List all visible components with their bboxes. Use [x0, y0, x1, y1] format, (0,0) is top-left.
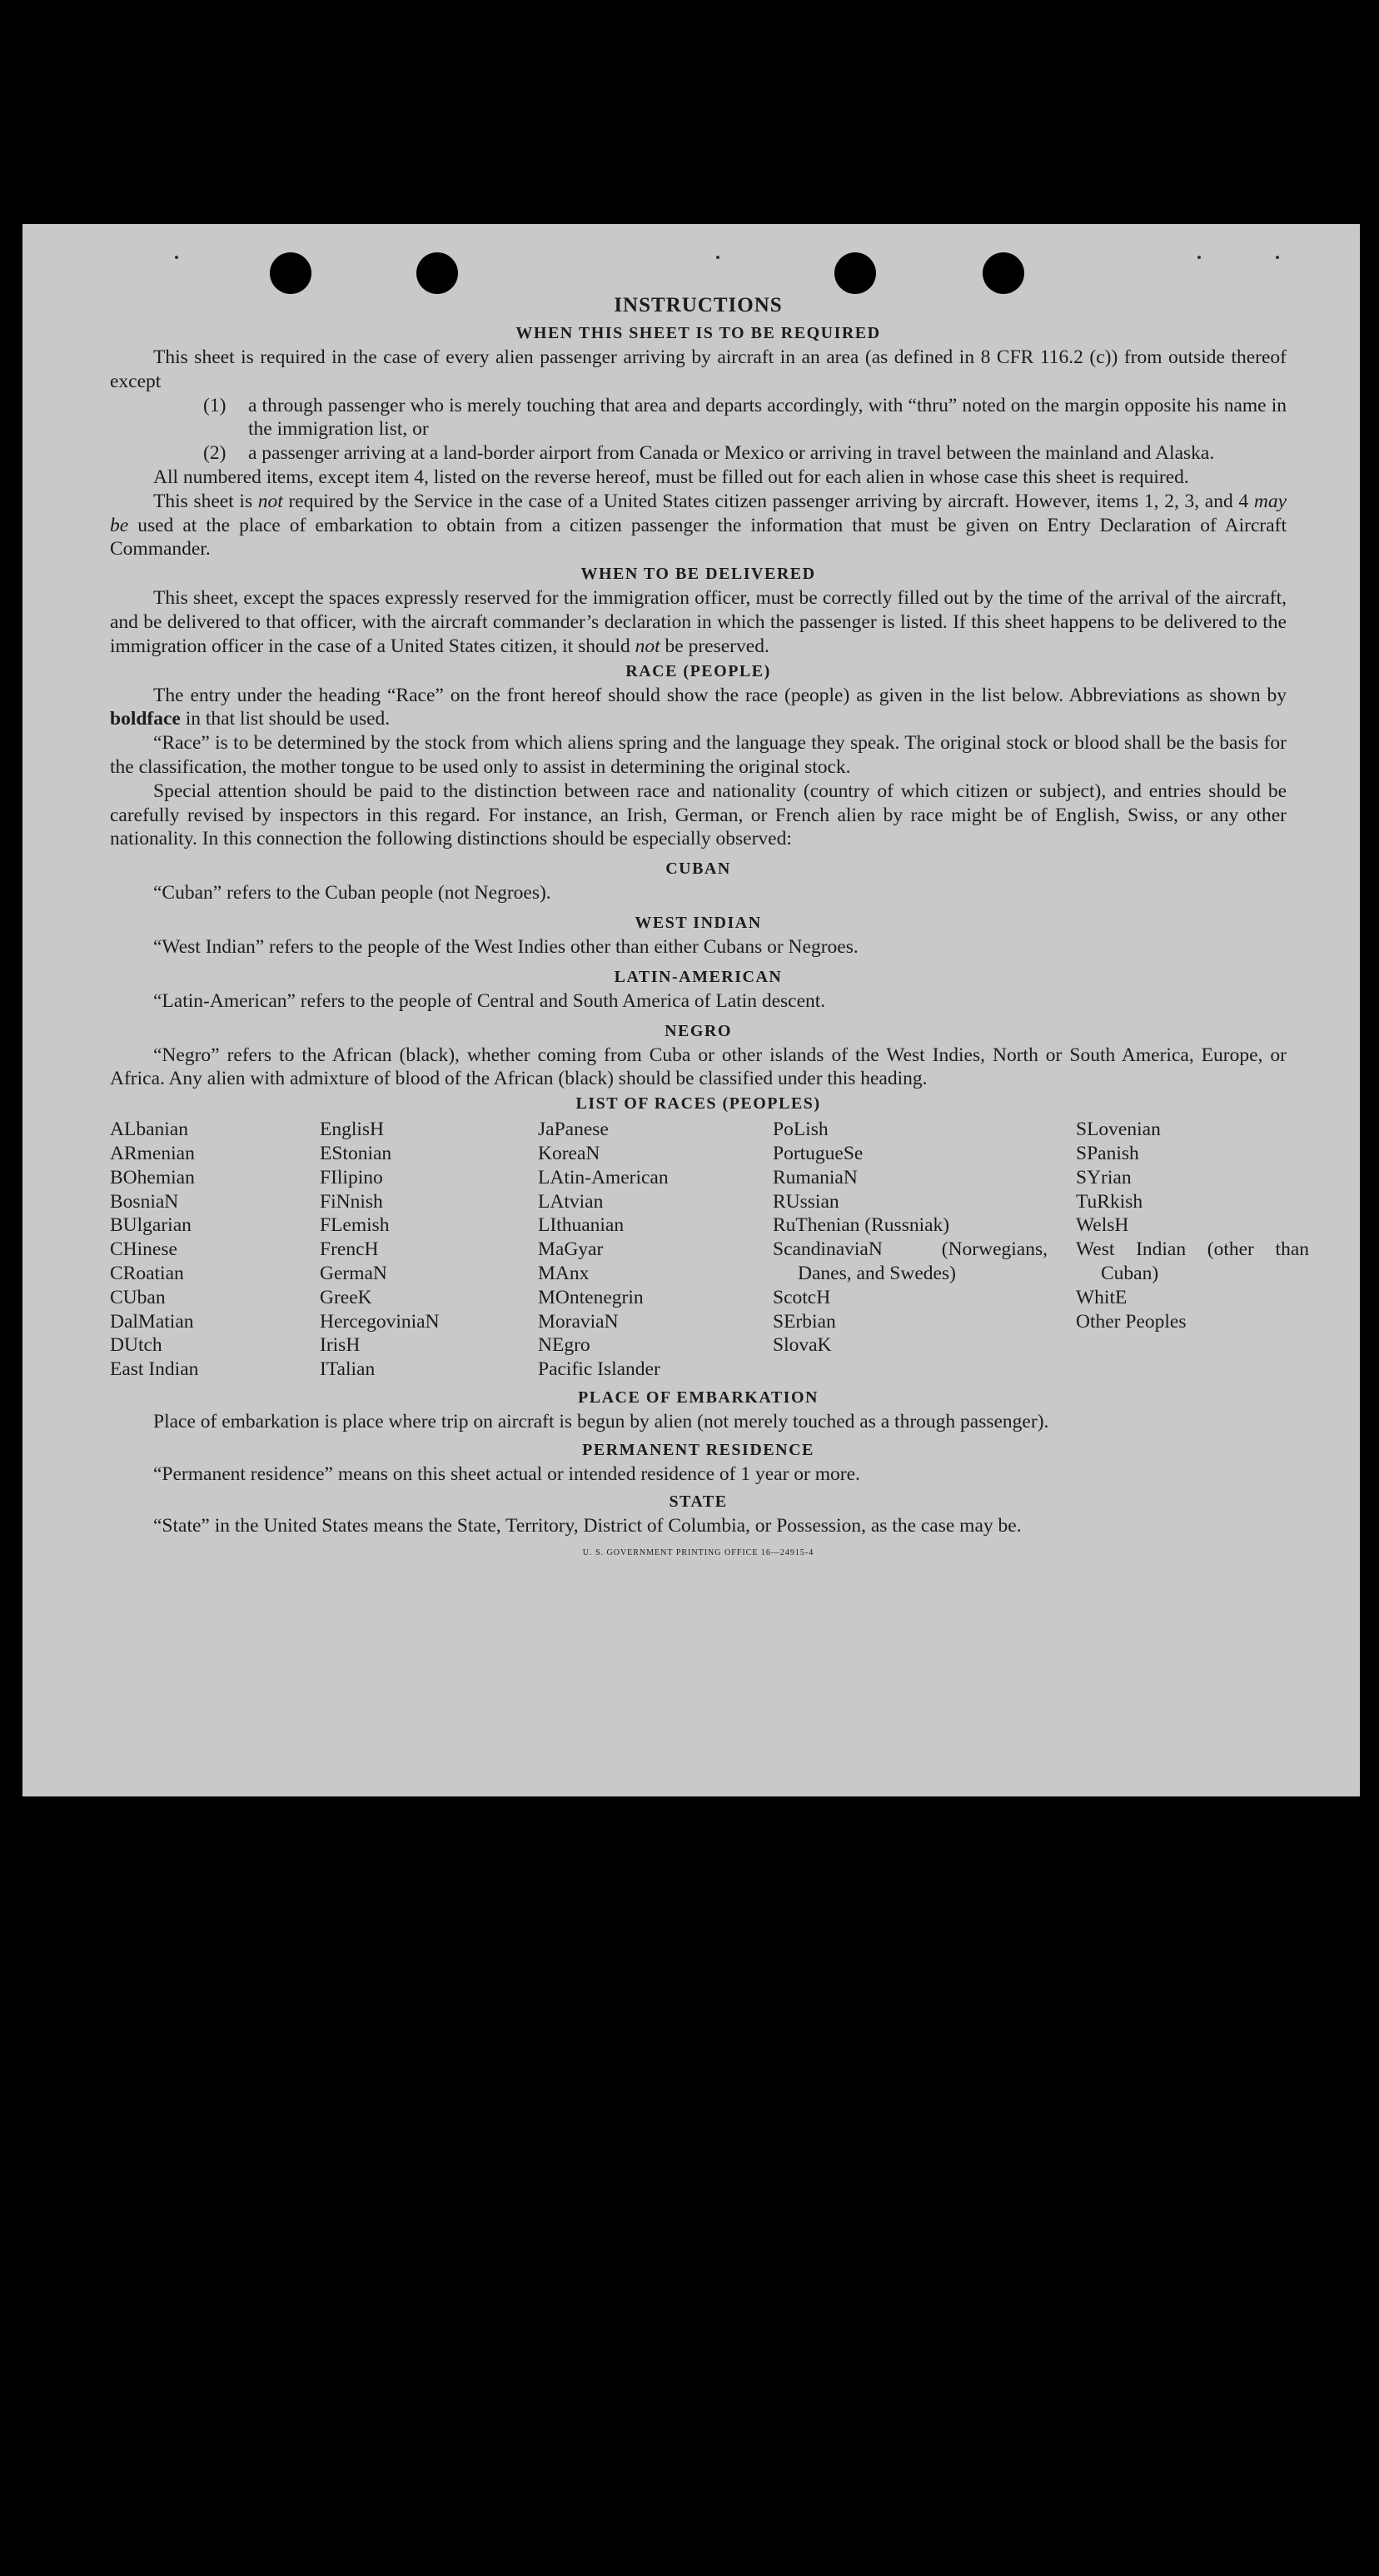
- races-column: [320, 1118, 538, 1382]
- race-entry: ITalian: [320, 1358, 376, 1381]
- speck: [1197, 256, 1201, 259]
- section-heading-when-delivered: WHEN TO BE DELIVERED: [580, 565, 816, 584]
- text-run: in that list should be used.: [180, 708, 391, 730]
- race-entry: WelsH: [1076, 1214, 1129, 1237]
- race-entry: BUlgarian: [110, 1214, 192, 1237]
- race-entry: GreeK: [320, 1286, 372, 1308]
- text-run: used at the place of embarkation to obtain from a citizen passenger the information that must be given on Entry Declaration of Aircraft Commander.: [110, 514, 1287, 561]
- text-run: This sheet is: [153, 490, 258, 512]
- text-run: required by the Service in the case of a United States citizen passenger arriving by aircraft. However, items 1, 2, 3, and 4: [282, 490, 1254, 512]
- paragraph: [110, 490, 1287, 561]
- item-number: (1): [203, 394, 227, 416]
- definition-text: “West Indian” refers to the people of the West Indies other than either Cubans or Negroes.: [153, 935, 859, 958]
- italic-run: not: [257, 490, 283, 512]
- race-entry: FLemish: [320, 1214, 390, 1237]
- race-entry: LAtin-American: [538, 1166, 669, 1188]
- race-entry: FrencH: [320, 1238, 379, 1261]
- page-title: INSTRUCTIONS: [614, 294, 783, 316]
- section-heading-race: RACE (PEOPLE): [625, 661, 771, 680]
- race-entry: Pacific Islander: [538, 1358, 660, 1381]
- races-column: [1076, 1118, 1309, 1382]
- text-run: This sheet, except the spaces expressly reserved for the immigration officer, must be correctly filled out by the time of the arrival of the aircraft, and be delivered to that officer, with the aircraft commander’s declaration in which the passenger is listed. If this sheet happens to be delivered to the immigration officer in the case of a United States citizen, it should: [110, 587, 1287, 657]
- paragraph: [110, 684, 1287, 732]
- punch-hole: [983, 252, 1024, 294]
- race-entry: SLovenian: [1076, 1119, 1161, 1141]
- definition-text: “Cuban” refers to the Cuban people (not Negroes).: [153, 882, 551, 904]
- race-entry: DalMatian: [110, 1310, 194, 1333]
- race-entry: FIlipino: [320, 1166, 383, 1188]
- item-text: a passenger arriving at a land-border airport from Canada or Mexico or arriving in travel between the mainland and Alaska.: [248, 442, 1215, 465]
- punch-hole: [270, 252, 311, 294]
- race-entry: ScotcH: [773, 1286, 831, 1308]
- race-entry: GermaN: [320, 1262, 387, 1284]
- race-entry: CUban: [110, 1286, 166, 1308]
- race-entry: SYrian: [1076, 1166, 1132, 1188]
- race-entry: BosniaN: [110, 1190, 179, 1213]
- race-entry: West Indian (other than Cuban): [1076, 1238, 1309, 1284]
- race-entry: MOntenegrin: [538, 1286, 644, 1308]
- section-heading-state: STATE: [669, 1492, 728, 1512]
- race-entry: MAnx: [538, 1262, 590, 1284]
- paragraph: “Permanent residence” means on this sheet actual or intended residence of 1 year or more.: [153, 1462, 860, 1485]
- text-run: The entry under the heading “Race” on the front hereof should show the race (people) as given in the list below. Abbreviations as shown by: [153, 684, 1287, 706]
- section-heading-list-of-races: LIST OF RACES (PEOPLES): [575, 1094, 821, 1114]
- item-number: (2): [203, 442, 227, 465]
- race-entry: EStonian: [320, 1142, 392, 1164]
- race-entry: MaGyar: [538, 1238, 604, 1261]
- race-entry: BOhemian: [110, 1166, 195, 1188]
- definition-text: “Negro” refers to the African (black), whether coming from Cuba or other islands of the West Indies, North or South America, Europe, or Africa. Any alien with admixture of blood of the African (black) should be classified under this heading.: [110, 1044, 1287, 1090]
- definition-text: “Latin-American” refers to the people of Central and South America of Latin descent.: [153, 989, 826, 1012]
- paragraph: Special attention should be paid to the distinction between race and nationality (country of which citizen or subject), and entries should be carefully revised by inspectors in this regard. For instance, an Irish, German, or French alien by race might be of English, Swiss, or any other nationality. In this connection the following distinctions should be especially observed:: [110, 780, 1287, 850]
- paragraph: “Race” is to be determined by the stock from which aliens spring and the language they speak. The original stock or blood shall be the basis for the classification, the mother tongue to be used only to assist in determining the original stock.: [110, 732, 1287, 778]
- paragraph: Place of embarkation is place where trip on aircraft is begun by alien (not merely touched as a through passenger).: [153, 1410, 1049, 1432]
- text-run: be preserved.: [660, 635, 769, 657]
- item-text: a through passenger who is merely touching that area and departs accordingly, with “thru” noted on the margin opposite his name in the immigration list, or: [248, 394, 1287, 441]
- race-entry: LIthuanian: [538, 1214, 625, 1237]
- race-entry: DUtch: [110, 1334, 162, 1357]
- race-entry: RUssian: [773, 1190, 839, 1213]
- race-entry: Other Peoples: [1076, 1310, 1187, 1333]
- races-column: [110, 1118, 320, 1382]
- race-entry: PoLish: [773, 1119, 829, 1141]
- printer-imprint: U. S. GOVERNMENT PRINTING OFFICE 16—24915-4: [582, 1548, 814, 1558]
- race-entry: RuThenian (Russniak): [773, 1214, 950, 1237]
- italic-run: not: [635, 635, 660, 657]
- race-entry: ScandinaviaN (Norwegians, Danes, and Swedes): [773, 1238, 1048, 1284]
- punch-hole: [416, 252, 458, 294]
- race-entry: WhitE: [1076, 1286, 1128, 1308]
- definition-heading: LATIN-AMERICAN: [614, 967, 783, 986]
- race-entry: LAtvian: [538, 1190, 604, 1213]
- paragraph: This sheet is required in the case of every alien passenger arriving by aircraft in an area (as defined in 8 CFR 116.2 (c)) from outside thereof except: [110, 346, 1287, 392]
- race-entry: EnglisH: [320, 1119, 385, 1141]
- section-heading-embarkation: PLACE OF EMBARKATION: [578, 1388, 819, 1407]
- race-entry: NEgro: [538, 1334, 590, 1357]
- race-entry: SErbian: [773, 1310, 836, 1333]
- race-entry: MoraviaN: [538, 1310, 619, 1333]
- race-entry: JaPanese: [538, 1119, 609, 1141]
- races-list: [110, 1118, 1309, 1382]
- section-heading-when-required: WHEN THIS SHEET IS TO BE REQUIRED: [515, 324, 881, 342]
- race-entry: CRoatian: [110, 1262, 184, 1284]
- definition-heading: NEGRO: [665, 1021, 732, 1040]
- race-entry: East Indian: [110, 1358, 199, 1381]
- paragraph: [110, 586, 1287, 658]
- race-entry: RumaniaN: [773, 1166, 858, 1188]
- race-entry: IrisH: [320, 1334, 361, 1357]
- exception-item: [203, 394, 1287, 442]
- speck: [716, 256, 719, 259]
- paragraph: All numbered items, except item 4, listed on the reverse hereof, must be filled out for each alien in whose case this sheet is required.: [153, 466, 1189, 488]
- races-column: [773, 1118, 1076, 1382]
- bold-run: boldface: [110, 708, 181, 730]
- race-entry: ALbanian: [110, 1119, 188, 1141]
- race-entry: ARmenian: [110, 1142, 195, 1164]
- italic-run: may be: [110, 490, 1287, 536]
- speck: [175, 256, 178, 259]
- definition-heading: WEST INDIAN: [635, 913, 762, 932]
- race-entry: PortugueSe: [773, 1142, 864, 1164]
- exception-item: [203, 441, 1287, 466]
- race-entry: TuRkish: [1076, 1190, 1143, 1213]
- section-heading-residence: PERMANENT RESIDENCE: [582, 1440, 814, 1459]
- race-entry: FiNnish: [320, 1190, 383, 1213]
- definition-heading: CUBAN: [665, 859, 731, 879]
- race-entry: SlovaK: [773, 1334, 832, 1357]
- punch-hole: [834, 252, 876, 294]
- paragraph: “State” in the United States means the State, Territory, District of Columbia, or Possession, as the case may be.: [153, 1515, 1022, 1537]
- race-entry: CHinese: [110, 1238, 177, 1261]
- instruction-sheet: [22, 224, 1360, 1796]
- race-entry: HercegoviniaN: [320, 1310, 440, 1333]
- race-entry: KoreaN: [538, 1142, 600, 1164]
- speck: [1276, 256, 1279, 259]
- races-column: [538, 1118, 773, 1382]
- race-entry: SPanish: [1076, 1142, 1139, 1164]
